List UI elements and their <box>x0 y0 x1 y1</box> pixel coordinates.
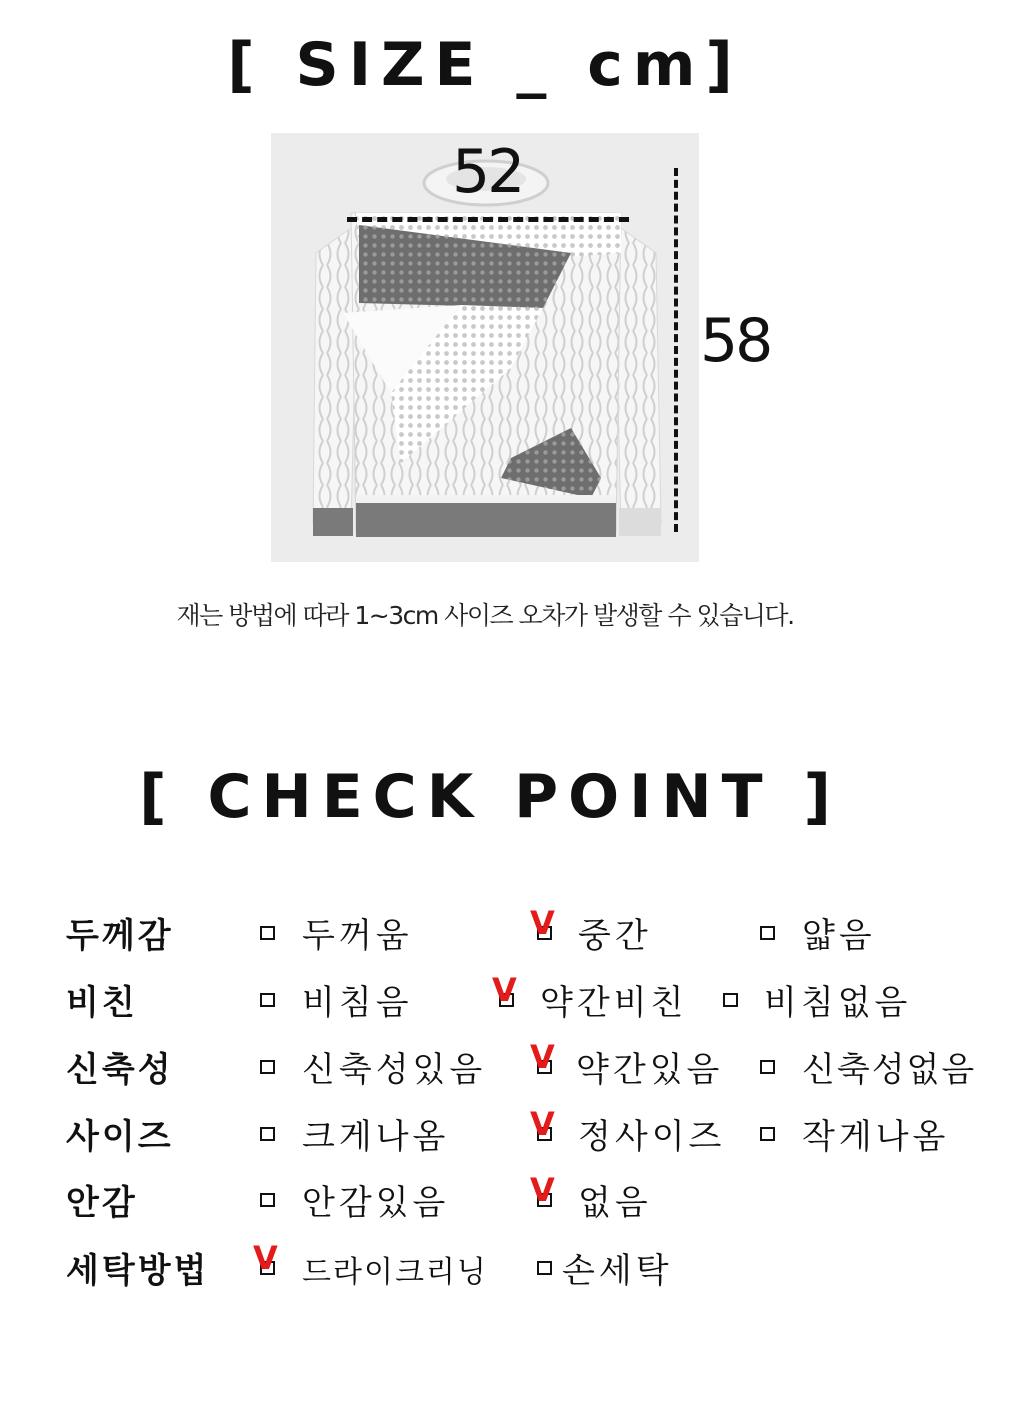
option-thick: 두꺼움 <box>302 916 413 956</box>
row-label-washing: 세탁방법 <box>66 1251 210 1291</box>
checkbox[interactable] <box>260 926 275 940</box>
option-medium: 중간 <box>578 916 652 956</box>
option-hand-wash: 손세탁 <box>562 1251 673 1291</box>
row-label-lining: 안감 <box>66 1183 138 1223</box>
option-true-to-size: 정사이즈 <box>578 1117 726 1157</box>
checkbox[interactable] <box>260 993 275 1007</box>
check-mark: V <box>530 1038 555 1076</box>
option-slightly-sheer: 약간비친 <box>540 983 688 1023</box>
check-mark: V <box>530 1105 555 1143</box>
option-stretchy: 신축성있음 <box>302 1050 487 1090</box>
width-measure-line <box>347 217 629 222</box>
measurement-note: 재는 방법에 따라 1~3cm 사이즈 오차가 발생할 수 있습니다. <box>176 601 794 630</box>
check-point-title: [ CHECK POINT ] <box>139 762 841 832</box>
check-mark: V <box>530 904 555 942</box>
option-runs-small: 작게나옴 <box>802 1117 950 1157</box>
check-mark: V <box>492 971 517 1009</box>
option-unlined: 없음 <box>578 1183 652 1223</box>
width-measurement: 52 <box>452 137 523 207</box>
checkbox[interactable] <box>260 1060 275 1074</box>
option-dry-clean: 드라이크리닝 <box>302 1255 488 1290</box>
check-mark: V <box>530 1171 555 1209</box>
checkbox[interactable] <box>260 1127 275 1141</box>
check-mark: V <box>253 1239 278 1277</box>
row-label-thickness: 두께감 <box>66 916 174 956</box>
checkbox[interactable] <box>723 993 738 1007</box>
option-no-stretch: 신축성없음 <box>802 1050 977 1090</box>
checkbox[interactable] <box>760 926 775 940</box>
option-thin: 얇음 <box>802 916 876 956</box>
checkbox[interactable] <box>760 1127 775 1141</box>
checkbox[interactable] <box>760 1060 775 1074</box>
row-label-size: 사이즈 <box>66 1117 174 1157</box>
option-slight-stretch: 약간있음 <box>576 1050 724 1090</box>
checkbox[interactable] <box>537 1261 552 1275</box>
size-title: [ SIZE _ cm] <box>227 30 743 100</box>
row-label-sheerness: 비친 <box>66 983 138 1023</box>
option-not-sheer: 비침없음 <box>764 983 912 1023</box>
checkbox[interactable] <box>260 1193 275 1207</box>
option-sheer: 비침음 <box>302 983 413 1023</box>
length-measurement: 58 <box>700 306 771 376</box>
length-measure-line <box>674 168 678 532</box>
row-label-stretch: 신축성 <box>66 1050 174 1090</box>
option-runs-large: 크게나옴 <box>302 1117 450 1157</box>
option-lined: 안감있음 <box>302 1183 450 1223</box>
